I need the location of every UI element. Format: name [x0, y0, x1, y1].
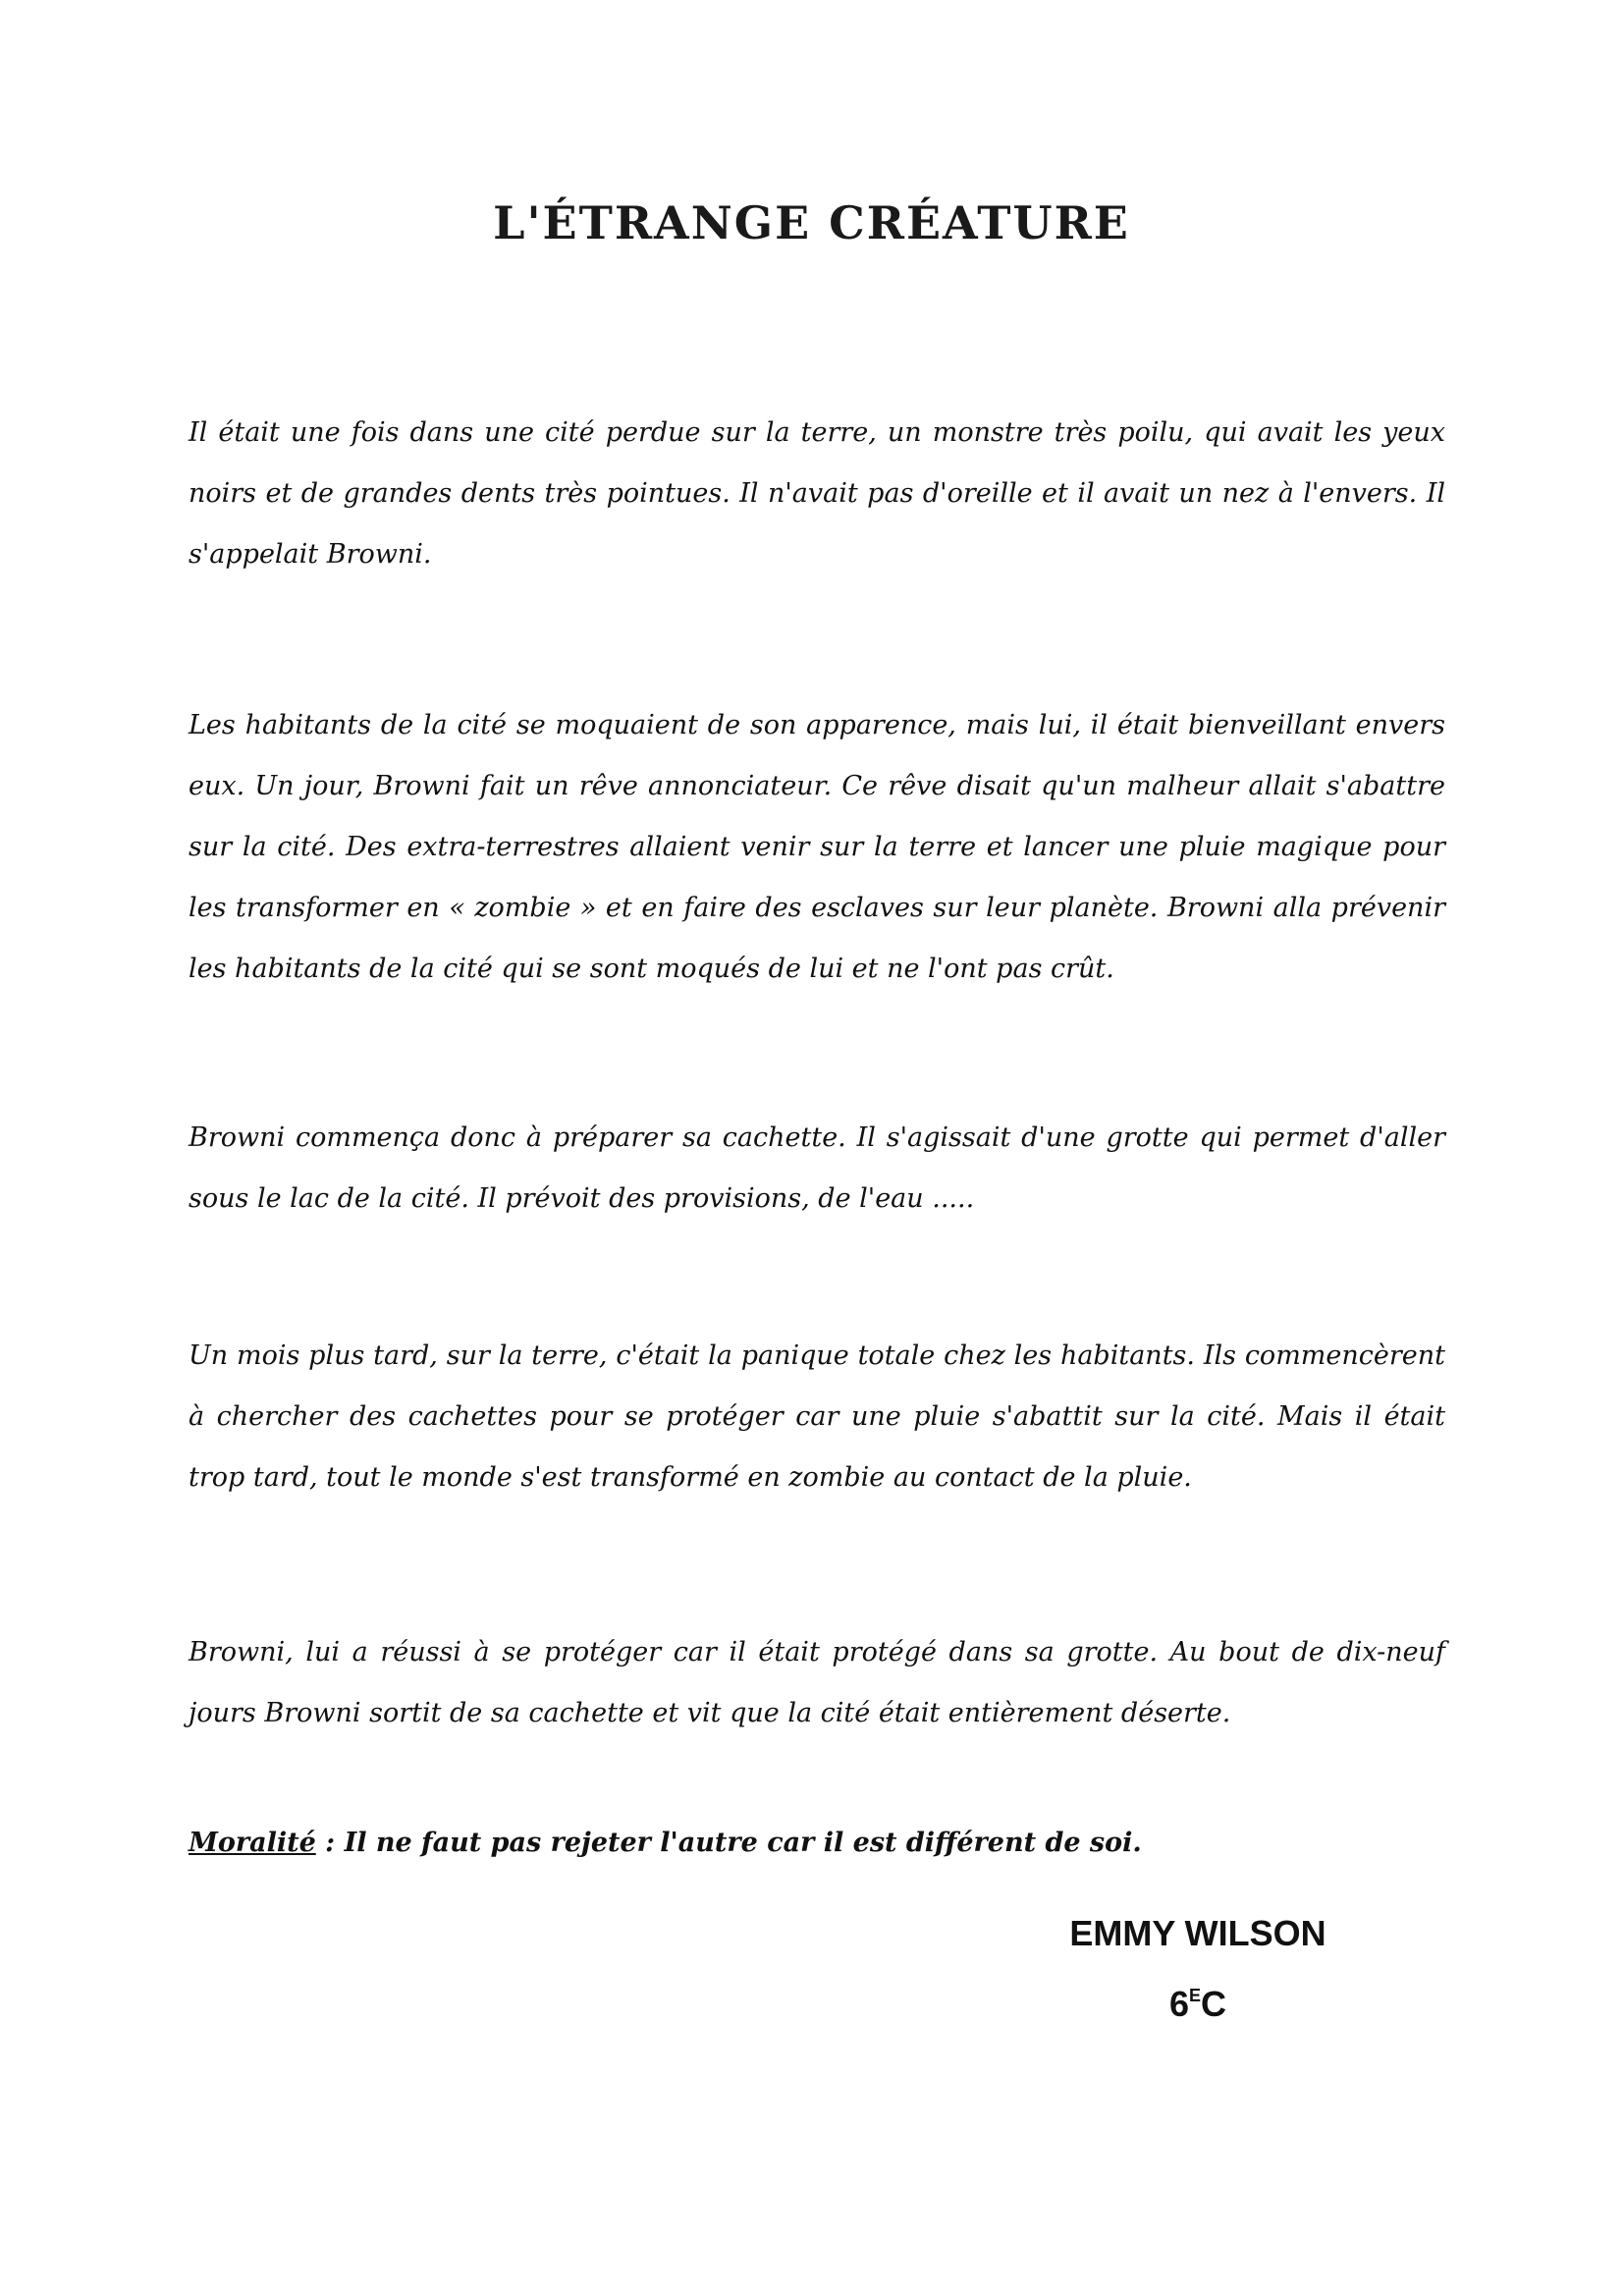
moral-line [189, 1822, 1445, 1865]
class-number: 6 [1168, 1984, 1189, 2024]
story-title: L'ÉTRANGE CRÉATURE [493, 196, 1130, 249]
paragraph-3: Browni commença donc à préparer sa cachette. Il s'agissait d'une grotte qui permet d'aller sous le lac de la cité. Il prévoit des provisions, de l'eau ..... [189, 1122, 1445, 1214]
class-superscript: E [1189, 1986, 1202, 2005]
author-name: EMMY WILSON [1069, 1913, 1326, 1953]
paragraph-4: Un mois plus tard, sur la terre, c'était la panique totale chez les habitants. Ils commencèrent à chercher des cachettes pour se protéger car une pluie s'abattit sur la cité. Mais il était trop tard, tout le monde s'est transformé en zombie au contact de la pluie. [189, 1340, 1445, 1493]
paragraph-2: Les habitants de la cité se moquaient de son apparence, mais lui, il était bienveillant envers eux. Un jour, Browni fait un rêve annonciateur. Ce rêve disait qu'un malheur allait s'abattre sur la cité. Des extra-terrestres allaient venir sur la terre et lancer une pluie magique pour les transformer en « zombie » et en faire des esclaves sur leur planète. Browni alla prévenir les habitants de la cité qui se sont moqués de lui et ne l'ont pas crût. [189, 710, 1445, 984]
class-letter: C [1201, 1984, 1227, 2024]
paragraph-5: Browni, lui a réussi à se protéger car il était protégé dans sa grotte. Au bout de dix-neuf jours Browni sortit de sa cachette et vit que la cité était entièrement déserte. [189, 1637, 1445, 1728]
paragraph-1: Il était une fois dans une cité perdue sur la terre, un monstre très poilu, qui avait les yeux noirs et de grandes dents très pointues. Il n'avait pas d'oreille et il avait un nez à l'envers. Il s'appelait Browni. [189, 417, 1445, 570]
moral-text: Il ne faut pas rejeter l'autre car il est différent de soi. [344, 1828, 1142, 1858]
moral-label: Moralité [189, 1828, 316, 1858]
class-label [1041, 1984, 1355, 2025]
moral-separator: : [315, 1828, 345, 1858]
